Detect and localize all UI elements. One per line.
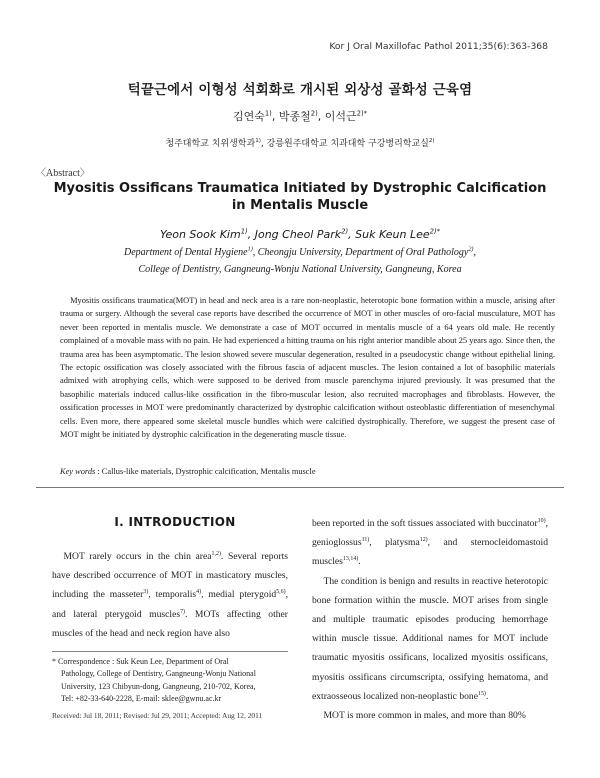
keywords-list: : Callus-like materials, Dystrophic calcification, Mentalis muscle bbox=[95, 467, 316, 476]
text-run: , and sternocleidomastoid muscles bbox=[312, 537, 548, 568]
affiliation-line bbox=[0, 244, 600, 261]
affiliation-mark: 1) bbox=[247, 245, 253, 253]
author-name: Jong Cheol Park bbox=[254, 228, 342, 241]
korean-authors bbox=[0, 108, 600, 124]
separator: , bbox=[271, 110, 279, 123]
affiliation: Department of Dental Hygiene bbox=[124, 247, 248, 258]
text-run: , and lateral pterygoid muscles bbox=[52, 589, 288, 620]
citation: 10) bbox=[537, 517, 546, 524]
intro-paragraph bbox=[312, 514, 548, 572]
section-divider bbox=[36, 487, 564, 488]
text-run: . bbox=[358, 556, 361, 568]
text-run: , medial pterygoid bbox=[201, 589, 277, 601]
author-name: 김연숙 bbox=[232, 110, 265, 123]
separator: , bbox=[317, 110, 325, 123]
abstract-body bbox=[60, 294, 555, 441]
affiliation-mark: 1) bbox=[255, 138, 261, 144]
author-mark: 2) bbox=[310, 109, 318, 118]
citation: 1,2) bbox=[211, 550, 221, 557]
affiliation: 청주대학교 치위생학과 bbox=[165, 139, 256, 149]
received-dates: Received: Jul 18, 2011; Revised: Jul 29, 2011; Accepted: Aug 12, 2011 bbox=[52, 711, 263, 720]
text-run: , temporalis bbox=[148, 589, 197, 601]
affiliation-mark: 2) bbox=[468, 245, 474, 253]
right-column bbox=[312, 514, 548, 725]
author-name: 박종철 bbox=[278, 110, 311, 123]
keywords bbox=[60, 467, 555, 476]
left-column bbox=[52, 547, 288, 643]
affiliation: , Cheongju University, Department of Oral Pathology bbox=[252, 247, 469, 258]
author-mark: 1) bbox=[264, 109, 272, 118]
footnote-line: Pathology, College of Dentistry, Gangneung-Wonju National bbox=[61, 669, 256, 679]
text-run: MOT rarely occurs in the chin area bbox=[63, 551, 212, 562]
separator: , bbox=[348, 228, 356, 241]
affiliation: 강릉원주대학교 치과대학 구강병리학교실 bbox=[266, 139, 429, 149]
english-authors bbox=[0, 228, 600, 241]
author-name: Yeon Sook Kim bbox=[159, 228, 241, 241]
author-mark: 1) bbox=[240, 227, 248, 236]
english-title bbox=[0, 180, 600, 214]
footnote-line: Tel: +82-33-640-2228, E-mail: sklee@gwnu.ac.kr bbox=[61, 694, 222, 704]
author-mark: 2)* bbox=[429, 227, 441, 236]
english-title-line: Myositis Ossificans Traumatica Initiated by Dystrophic Calcification bbox=[53, 181, 547, 196]
text-run: The condition is benign and results in reactive heterotopic bone formation within the muscle. MOT arises from single and multiple traumatic episodes producing hemorrhage within muscle tissue. Additional names for MOT include traumatic myositis ossificans, localized myositis ossificans, myositis ossificans circumscripta, ossifying hematoma, and extraosseous localized non-neoplastic bone bbox=[312, 575, 548, 702]
english-affiliations bbox=[0, 244, 600, 278]
citation: 5,6) bbox=[276, 589, 286, 596]
korean-title: 턱끝근에서 이형성 석회화로 개시된 외상성 골화성 근육염 bbox=[127, 83, 473, 98]
footnote-divider bbox=[52, 651, 288, 652]
abstract-tag: 〈Abstract〉 bbox=[36, 168, 90, 179]
section-heading: Ⅰ. INTRODUCTION bbox=[114, 515, 236, 529]
citation: 7) bbox=[180, 608, 186, 615]
separator: , bbox=[260, 139, 267, 149]
text-run: been reported in the soft tissues associated with buccinator bbox=[312, 518, 538, 529]
intro-paragraph: MOT is more common in males, and more than 80% bbox=[323, 710, 526, 722]
author-mark: 2)* bbox=[356, 109, 368, 118]
abstract-paragraph: Myositis ossificans traumatica(MOT) in head and neck area is a rare non-neoplastic, heterotopic bone formation within a muscle, arising after trauma or surgery. Although the several case reports have described the occurrence of MOT in other muscles of oro-facial musculature, MOT has never been reported in mentalis muscle. We demonstrate a case of MOT occurred in mentalis muscle of a 64 years old male. He recently complained of a movable mass with no pain. He had experienced a hitting trauma on his right anterior mandible about 25 years ago. Since then, the trauma area has been asymptomatic. The lesion showed severe muscular degeneration, resulted in a pseudocystic change without epithelial lining. The ectopic ossification was closely associated with the fibrous fascia of adjacent muscles. The lesion contained a lot of basophilic materials admixed with atrophying cells, which were supposed to be derived from muscle parenchyma injured previously. It was presumed that the basophilic materials induced callus-like ossification in the fibro-muscular lesion, also recruited macrophages and fibroblasts. However, the ossification processes in MOT were predominantly characterized by dystrophic calcification without osteoblastic differentiation of mesenchymal cells. Even more, there appeared some skeletal muscle bundles which were calcified dystrophically. Therefore, we suggest the present case of MOT might be initiated by dystrophic calcification in the degenerating muscle tissue. bbox=[60, 296, 555, 440]
text-run: , genioglossus bbox=[312, 518, 548, 549]
footnote-line: University, 123 Chibyun-dong, Gangneung, 210-702, Korea, bbox=[61, 681, 256, 691]
citation: 11) bbox=[361, 537, 370, 544]
intro-paragraph bbox=[312, 572, 548, 706]
text-run: , platysma bbox=[369, 537, 420, 549]
author-mark: 2) bbox=[341, 227, 349, 236]
citation: 3) bbox=[143, 589, 149, 596]
english-title-line: in Mentalis Muscle bbox=[231, 198, 369, 213]
text-run: . bbox=[485, 690, 489, 702]
author-name: Suk Keun Lee bbox=[355, 228, 430, 241]
journal-reference: Kor J Oral Maxillofac Pathol 2011;35(6):363-368 bbox=[329, 41, 548, 52]
citation: 13,14) bbox=[342, 556, 359, 563]
footnote-line: * Correspondence : Suk Keun Lee, Department of Oral bbox=[52, 657, 229, 666]
author-name: 이석근 bbox=[324, 110, 357, 123]
separator: , bbox=[473, 247, 476, 258]
text-run: . MOTs affecting other muscles of the head and neck region have also bbox=[52, 608, 288, 639]
citation: 4) bbox=[196, 589, 202, 596]
intro-paragraph bbox=[52, 547, 288, 643]
affiliation-mark: 2) bbox=[428, 138, 435, 144]
affiliation-line: College of Dentistry, Gangneung-Wonju National University, Gangneung, Korea bbox=[138, 264, 462, 275]
keywords-label: Key words bbox=[60, 467, 96, 476]
text-run: . Several reports have described occurrence of MOT in masticatory muscles, including the masseter bbox=[52, 551, 288, 601]
correspondence-footnote bbox=[52, 656, 292, 706]
citation: 15) bbox=[477, 690, 486, 697]
separator: , bbox=[247, 228, 255, 241]
citation: 12) bbox=[419, 537, 428, 544]
korean-affiliations bbox=[0, 136, 600, 149]
